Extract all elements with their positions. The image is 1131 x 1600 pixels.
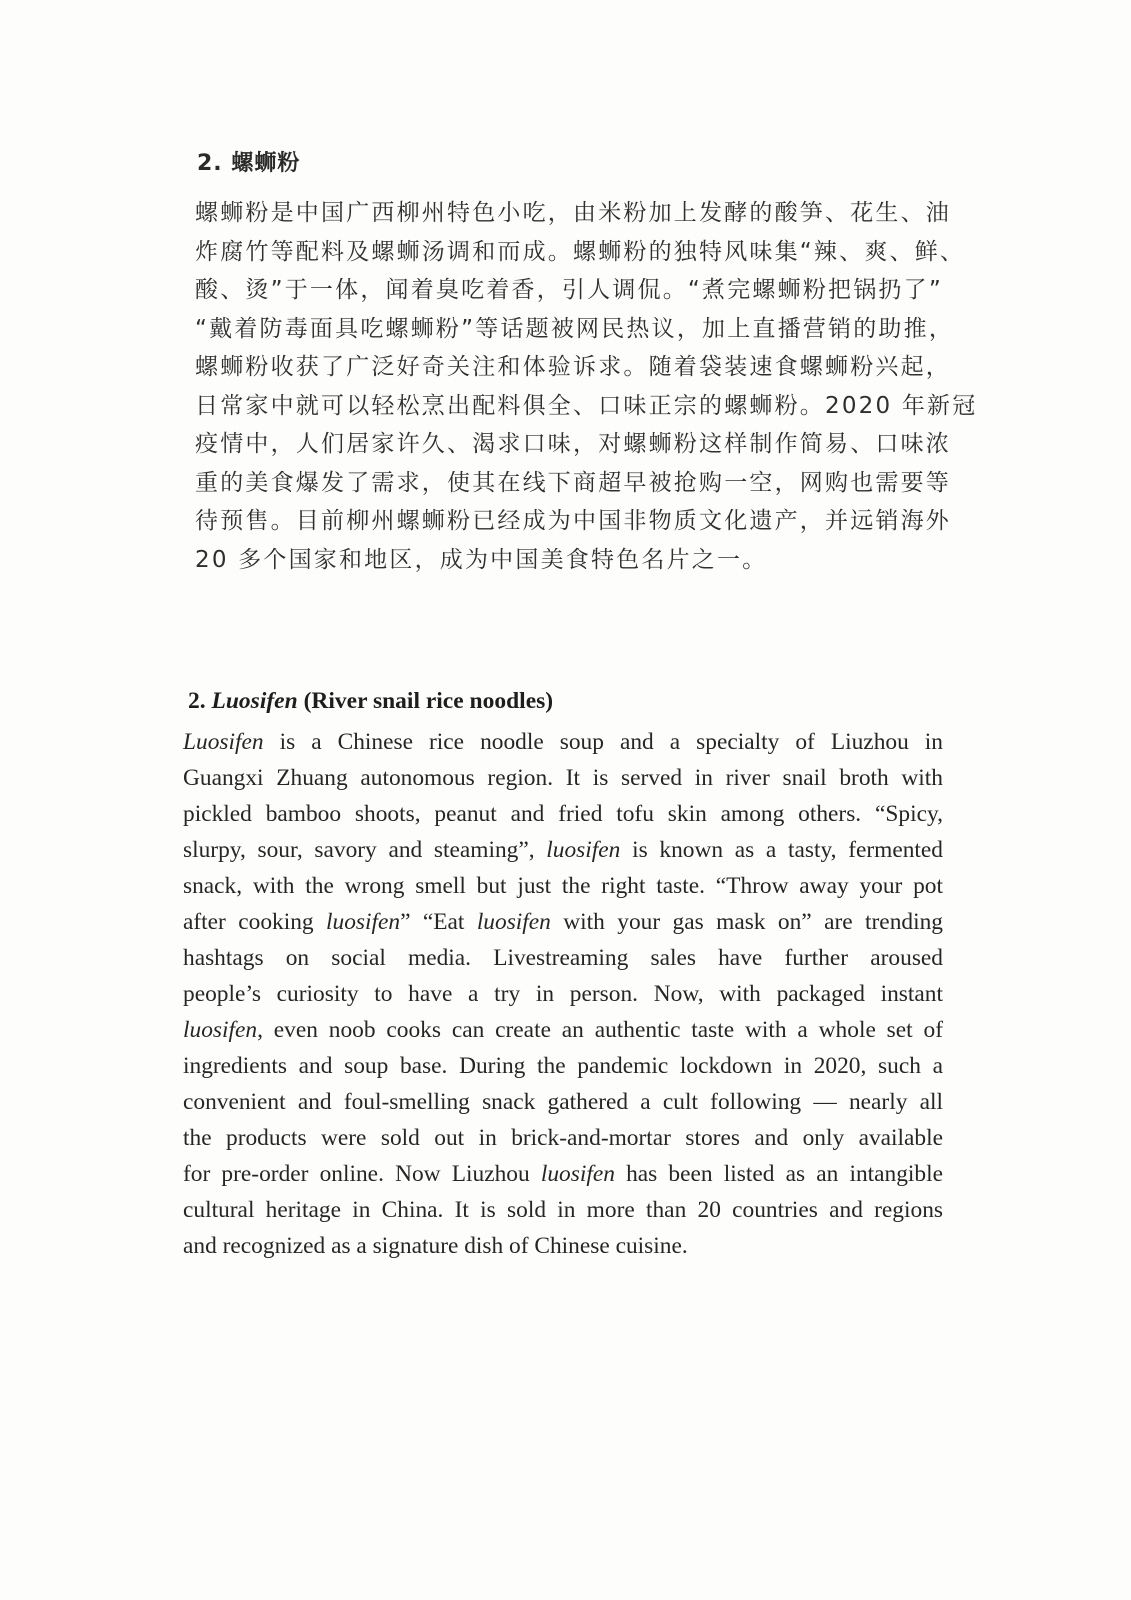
en-term: luosifen <box>476 909 551 935</box>
en-term: luosifen <box>546 837 621 863</box>
en-heading-number: 2. <box>188 688 206 714</box>
en-line: people’s curiosity to have a try in person. Now, with packaged instant <box>183 981 943 1007</box>
en-line: the products were sold out in brick-and-mortar stores and only available <box>183 1125 943 1151</box>
en-line: and recognized as a signature dish of Chinese cuisine. <box>183 1233 688 1259</box>
en-term: luosifen <box>540 1161 615 1187</box>
zh-line: 疫情中，人们居家许久、渴求口味，对螺蛳粉这样制作简易、口味浓 <box>195 431 951 457</box>
zh-line: 螺蛳粉收获了广泛好奇关注和体验诉求。随着袋装速食螺蛳粉兴起， <box>195 354 951 380</box>
en-line: for pre-order online. Now Liuzhou luosifen has been listed as an intangible <box>183 1161 944 1187</box>
zh-line: 炸腐竹等配料及螺蛳汤调和而成。螺蛳粉的独特风味集“辣、爽、鲜、 <box>195 238 966 265</box>
en-term: luosifen <box>183 1017 258 1043</box>
en-line: ingredients and soup base. During the pandemic lockdown in 2020, such a <box>183 1053 943 1079</box>
zh-line: 待预售。目前柳州螺蛳粉已经成为中国非物质文化遗产，并远销海外 <box>195 508 951 534</box>
en-line: hashtags on social media. Livestreaming sales have further aroused <box>183 945 943 971</box>
en-term: Luosifen <box>183 729 264 755</box>
en-line: after cooking luosifen” “Eat luosifen with your gas mask on” are trending <box>183 909 943 935</box>
zh-section-heading: 2. 螺蛳粉 <box>197 151 301 176</box>
zh-line: 20 多个国家和地区，成为中国美食特色名片之一。 <box>195 546 768 573</box>
zh-line: 重的美食爆发了需求，使其在线下商超早被抢购一空，网购也需要等 <box>195 469 951 496</box>
en-line: Luosifen is a Chinese rice noodle soup and a specialty of Liuzhou in <box>183 729 943 755</box>
en-line: luosifen, even noob cooks can create an authentic taste with a whole set of <box>183 1017 943 1043</box>
en-heading-gloss: (River snail rice noodles) <box>303 688 554 714</box>
en-line: pickled bamboo shoots, peanut and fried tofu skin among others. “Spicy, <box>183 801 943 827</box>
en-line: slurpy, sour, savory and steaming”, luosifen is known as a tasty, fermented <box>183 837 944 863</box>
en-line: convenient and foul-smelling snack gathered a cult following — nearly all <box>183 1089 943 1115</box>
zh-line: 日常家中就可以轻松烹出配料俱全、口味正宗的螺蛳粉。2020 年新冠 <box>195 392 978 419</box>
en-line: snack, with the wrong smell but just the right taste. “Throw away your pot <box>183 873 943 899</box>
zh-line: 酸、烫”于一体，闻着臭吃着香，引人调侃。“煮完螺蛳粉把锅扔了” <box>195 277 943 303</box>
zh-line: “戴着防毒面具吃螺蛳粉”等话题被网民热议，加上直播营销的助推， <box>195 315 955 342</box>
en-section-heading <box>188 688 553 715</box>
zh-paragraph <box>195 194 978 579</box>
en-term: luosifen <box>326 909 401 935</box>
en-heading-term: Luosifen <box>211 688 298 714</box>
en-paragraph <box>183 724 943 1264</box>
en-line: cultural heritage in China. It is sold in more than 20 countries and regions <box>183 1197 943 1223</box>
zh-line: 螺蛳粉是中国广西柳州特色小吃，由米粉加上发酵的酸笋、花生、油 <box>195 200 951 226</box>
en-line: Guangxi Zhuang autonomous region. It is served in river snail broth with <box>183 765 943 791</box>
